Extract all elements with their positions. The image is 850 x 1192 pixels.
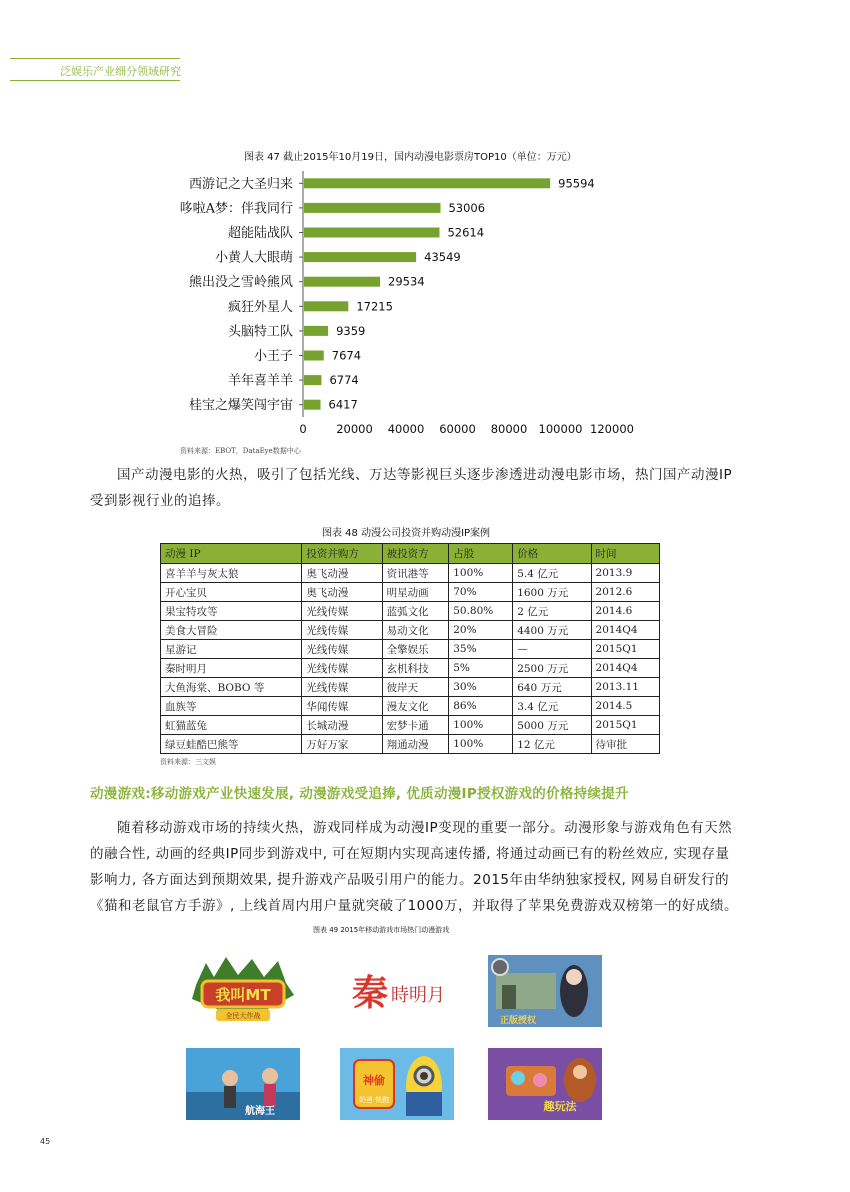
table-cell: 光线传媒 xyxy=(302,602,382,621)
data-label: 7674 xyxy=(331,348,362,363)
category-label: 疯狂外星人 xyxy=(227,299,293,315)
bar xyxy=(304,228,439,238)
header-rule-top xyxy=(10,58,180,59)
data-label: 53006 xyxy=(448,200,486,215)
table-cell: 12 亿元 xyxy=(513,735,591,754)
category-label: 西游记之大圣归来 xyxy=(188,176,293,192)
table-cell: 蓝弧文化 xyxy=(382,602,449,621)
table-row xyxy=(161,716,660,735)
table-cell: 3.4 亿元 xyxy=(513,697,591,716)
table-cell: 待审批 xyxy=(591,735,659,754)
x-tick-label: 20000 xyxy=(336,422,373,436)
x-tick-label: 40000 xyxy=(387,422,425,436)
table-cell: 开心宝贝 xyxy=(161,583,302,602)
table-cell: 虹猫蓝兔 xyxy=(161,716,302,735)
table-cell: 美食大冒险 xyxy=(161,621,302,640)
table-cell: 秦时明月 xyxy=(161,659,302,678)
table-cell: 2500 万元 xyxy=(513,659,591,678)
table-header-cell: 时间 xyxy=(591,544,659,564)
category-label: 熊出没之雪岭熊风 xyxy=(188,275,293,291)
table-cell: 漫友文化 xyxy=(382,697,449,716)
category-label: 羊年喜羊羊 xyxy=(227,373,293,389)
game-logo-subtext: 時明月 xyxy=(391,985,445,1006)
table-cell: 2014Q4 xyxy=(591,659,659,678)
table-header-cell: 动漫 IP xyxy=(161,544,302,564)
game-thumb-text: 趣玩法 xyxy=(543,1100,577,1113)
game-thumb-subtext: 奶爸 快跑 xyxy=(358,1096,390,1104)
table-header-cell: 投资并购方 xyxy=(302,544,382,564)
table-cell: 华闻传媒 xyxy=(302,697,382,716)
table-cell: 奥飞动漫 xyxy=(302,583,382,602)
table-cell: 4400 万元 xyxy=(513,621,591,640)
table-cell: 2014.6 xyxy=(591,602,659,621)
table-cell: 资讯港等 xyxy=(382,564,449,583)
x-tick-label: 120000 xyxy=(590,422,634,436)
table-cell: 喜羊羊与灰太狼 xyxy=(161,564,302,583)
game-thumb-hai-zei-wang xyxy=(186,1048,300,1120)
table-cell: 光线传媒 xyxy=(302,678,382,697)
data-label: 52614 xyxy=(447,225,485,240)
table-row xyxy=(161,602,660,621)
header-rule-bottom xyxy=(10,80,180,81)
game-thumb-text: 神偷 xyxy=(363,1074,385,1087)
table-row xyxy=(161,735,660,754)
bar xyxy=(304,203,440,213)
table-cell: 2013.11 xyxy=(591,678,659,697)
table-cell: 2012.6 xyxy=(591,583,659,602)
table-cell: 5% xyxy=(449,659,513,678)
data-label: 6417 xyxy=(328,397,358,412)
game-thumb-text: 正版授权 xyxy=(499,1016,537,1026)
bar xyxy=(304,252,416,262)
game-logo-text: 秦 xyxy=(351,973,389,1014)
table-cell: 翔通动漫 xyxy=(382,735,449,754)
game-logo-text: 我叫MT xyxy=(215,986,271,1004)
table-cell: 长城动漫 xyxy=(302,716,382,735)
table-cell: 2015Q1 xyxy=(591,716,659,735)
table-cell: 2014Q4 xyxy=(591,621,659,640)
table-cell: 奥飞动漫 xyxy=(302,564,382,583)
table-cell: 彼岸天 xyxy=(382,678,449,697)
table-cell: 2015Q1 xyxy=(591,640,659,659)
table-row xyxy=(161,697,660,716)
table-header-cell: 被投资方 xyxy=(382,544,449,564)
figure47-caption: 图表 47 截止2015年10月19日，国内动漫电影票房TOP10（单位：万元） xyxy=(244,152,577,163)
bar xyxy=(304,351,324,361)
table-cell: 86% xyxy=(449,697,513,716)
figure48-source: 资料来源：三文娱 xyxy=(160,758,216,766)
table-cell: 易动文化 xyxy=(382,621,449,640)
table-cell: 绿豆蛙酷巴熊等 xyxy=(161,735,302,754)
table-cell: 100% xyxy=(449,735,513,754)
table-row xyxy=(161,640,660,659)
table-cell: 玄机科技 xyxy=(382,659,449,678)
table-cell: 血族等 xyxy=(161,697,302,716)
table-cell: 2014.5 xyxy=(591,697,659,716)
table-cell: 大鱼海棠、BOBO 等 xyxy=(161,678,302,697)
table-cell: 果宝特攻等 xyxy=(161,602,302,621)
paragraph-anime-games: 随着移动游戏市场的持续火热，游戏同样成为动漫IP变现的重要一部分。动漫形象与游戏角色有天然的融合性, 动画的经典IP同步到游戏中, 可在短期内实现高速传播, 将通过动画已有的粉丝效应, 实现存量影响力, 各方面达到预期效果, 提升游戏产品吸引用户的能力。2015年由华纳独家授权, 网易自研发行的《猫和老鼠官方手游》, 上线首周内用户量就突破了1000万，并取得了苹果免费游戏双榜第一的好成绩。 xyxy=(90,820,738,914)
table-cell: 5000 万元 xyxy=(513,716,591,735)
data-label: 29534 xyxy=(388,274,425,289)
table-cell: 宏梦卡通 xyxy=(382,716,449,735)
bar xyxy=(304,178,550,188)
table-row xyxy=(161,564,660,583)
table-cell: 70% xyxy=(449,583,513,602)
data-label: 9359 xyxy=(336,323,366,338)
table-cell: — xyxy=(513,640,591,659)
section-heading-anime-games: 动漫游戏:移动游戏产业快速发展, 动漫游戏受追捧, 优质动漫IP授权游戏的价格持续提升 xyxy=(90,786,629,802)
table-cell: 星游记 xyxy=(161,640,302,659)
table-cell: 万好万家 xyxy=(302,735,382,754)
figure49-caption: 图表 49 2015年移动游戏市场热门动漫游戏 xyxy=(313,926,450,934)
bar xyxy=(304,301,348,311)
data-label: 17215 xyxy=(356,299,393,314)
table-cell: 5.4 亿元 xyxy=(513,564,591,583)
table-cell: 35% xyxy=(449,640,513,659)
table-cell: 光线传媒 xyxy=(302,640,382,659)
bar xyxy=(304,326,328,336)
data-label: 6774 xyxy=(329,373,359,388)
table-cell: 光线传媒 xyxy=(302,621,382,640)
table-header-cell: 价格 xyxy=(513,544,591,564)
table-row xyxy=(161,583,660,602)
category-label: 小王子 xyxy=(253,349,293,364)
game-logo-qin-shi-ming-yue xyxy=(340,955,454,1027)
table-cell: 2 亿元 xyxy=(513,602,591,621)
data-label: 95594 xyxy=(558,176,595,191)
page-number: 45 xyxy=(40,1137,51,1146)
game-logo-wo-jiu-shi-mt xyxy=(186,955,300,1027)
x-tick-label: 0 xyxy=(299,422,307,436)
table-cell: 全擎娱乐 xyxy=(382,640,449,659)
bar xyxy=(304,277,380,287)
game-thumb-zhengban-shouquan xyxy=(488,955,602,1027)
table-row xyxy=(161,659,660,678)
table-cell: 光线传媒 xyxy=(302,659,382,678)
game-thumb-qu-wan-fa xyxy=(488,1048,602,1120)
figure48-caption: 图表 48 动漫公司投资并购动漫IP案例 xyxy=(322,528,491,539)
category-label: 哆啦A梦：伴我同行 xyxy=(179,201,293,217)
table-cell: 100% xyxy=(449,564,513,583)
table-header-row xyxy=(161,544,660,564)
data-label: 43549 xyxy=(424,250,461,265)
x-tick-label: 60000 xyxy=(439,422,476,436)
bar xyxy=(304,375,321,385)
figure47-source: 资料来源：EBOT，DataEye数据中心 xyxy=(180,447,301,455)
category-label: 头脑特工队 xyxy=(227,324,293,340)
table-cell: 明星动画 xyxy=(382,583,449,602)
x-tick-label: 80000 xyxy=(490,422,528,436)
x-tick-label: 100000 xyxy=(538,422,583,436)
table-cell: 20% xyxy=(449,621,513,640)
paragraph-anime-film: 国产动漫电影的火热，吸引了包括光线、万达等影视巨头逐步渗透进动漫电影市场，热门国产动漫IP受到影视行业的追捧。 xyxy=(90,467,733,509)
category-label: 小黄人大眼萌 xyxy=(214,250,293,266)
game-thumb-shen-tou-nai-ba xyxy=(340,1048,454,1120)
header-section-title: 泛娱乐产业细分领域研究 xyxy=(60,65,181,78)
bar xyxy=(304,400,321,410)
table-header-cell: 占股 xyxy=(449,544,513,564)
category-label: 桂宝之爆笑闯宇宙 xyxy=(188,398,293,414)
table-cell: 2013.9 xyxy=(591,564,659,583)
table-row xyxy=(161,621,660,640)
table-row xyxy=(161,678,660,697)
game-thumb-text: 航海王 xyxy=(245,1106,275,1117)
game-logo-subtext: 全民大作战 xyxy=(225,1012,261,1020)
category-label: 超能陆战队 xyxy=(227,226,293,241)
table-cell: 30% xyxy=(449,678,513,697)
box-office-bar-chart xyxy=(0,165,850,475)
table-cell: 640 万元 xyxy=(513,678,591,697)
table-cell: 50.80% xyxy=(449,602,513,621)
ip-investment-table xyxy=(160,543,660,754)
table-cell: 100% xyxy=(449,716,513,735)
table-cell: 1600 万元 xyxy=(513,583,591,602)
